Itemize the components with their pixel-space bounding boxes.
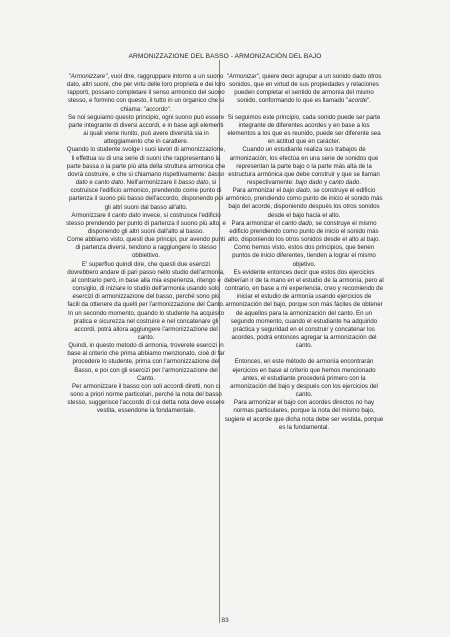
spanish-paragraph [224, 244, 384, 268]
italic-term: canto dato [94, 179, 124, 187]
text-run: Se noi seguiamo questo principio, ogni suono può essere parte integrante di diversi accordi, e in base agli elementi ai quali viene riunito, può avere diversità sia in atteggiamento che in carattere. [67, 113, 224, 146]
italian-paragraph [66, 114, 226, 147]
italian-paragraph [66, 261, 226, 343]
text-run: Come abbiamo visto, questi due principi, pur avendo punti di partenza diversi, tendono a raggiungere lo stesso obbiettivo. [66, 236, 226, 260]
text-run: . Nell'armonizzare il [123, 179, 179, 187]
italian-paragraph [66, 236, 226, 260]
text-run: ". [167, 105, 172, 113]
spanish-paragraph [224, 269, 384, 351]
italic-term: basso dato [178, 179, 209, 187]
text-run: , se construye el mismo edificio prendiendo como punto de inicio el sonido más alto, disponiendo los otros sonidos desde el alto al bajo. [227, 219, 381, 244]
spanish-paragraph [224, 114, 384, 147]
italic-term: accordo [145, 105, 168, 113]
text-run: Para armonizar el bajo con acordes directos no hay normas particulares, porque la nota del mismo bajo, sugiere el acorde que dicha nota debe ser vestida, porque es la fundamental. [224, 399, 384, 431]
text-run: . [359, 179, 362, 187]
spanish-paragraph [224, 146, 384, 187]
italic-term: canto dato [111, 211, 141, 219]
italic-term: canto dado [328, 179, 360, 187]
spanish-column [224, 73, 384, 432]
italic-term: basso dato [75, 170, 225, 187]
text-run: invece, si costruisce l'edificio stesso prendendo per punto di partenza il suono più alto, e disponendo gli altri suoni dall'alto al basso. [66, 211, 226, 235]
text-run: Quando lo studente svolge i suoi lavori di armonizzazione, li effettua su di una serie di suoni che rappresentano la parte bassa o la parte più alta della struttura armonica che dovrà costruire, e che si chiamano rispettivamente: [66, 146, 226, 178]
italian-paragraph [66, 73, 226, 114]
italian-paragraph [66, 212, 226, 236]
text-run: , vuol dire, raggruppare intorno a un suono dato, altri suoni, che per virtù delle loro proprietà e dei loro rapporti, possano completare il senso armonico del suono stesso, e formino con questo, il tutto in un organico che si chiama: " [66, 73, 226, 113]
text-run: E' superfluo quindi dire, che questi due esercizi dovrebbero andare di pari passo nello studio dell'armonia, al contrario però, in base alla mia esperienza, ritengo e consiglio, di iniziare lo studio dell'armonia usando solo esercizi di armonizzazione del basso, perché sono più facili da ottenere da quelli per l'armonizzazione del Canto. In un secondo momento, quando lo studente ha acquisito pratica e sicurezza nel costruire e nel concatenare gli accordi, potrà allora aggiungere l'armonizzazione del canto. [67, 260, 225, 341]
text-run: , quiere decir agrupar a un sonido dado otros sonidos, que en virtud de sus propiedades y relaciones pueden completar el sentido de armonía del mismo sonido, conformando lo que es llamado " [229, 73, 382, 105]
text-run: Para armonizar el [231, 219, 282, 227]
page-header: ARMONIZZAZIONE DEL BASSO - ARMONIZACIÓN DEL BAJO [128, 53, 322, 60]
spanish-paragraph [224, 358, 384, 399]
italic-term: "Armonizzare" [68, 73, 108, 80]
italic-term: canto dado [281, 219, 313, 227]
italian-paragraph [66, 383, 226, 416]
italic-term: bajo dado [295, 179, 323, 187]
spanish-paragraph [224, 187, 384, 220]
italic-term: acorde [348, 97, 367, 105]
italian-paragraph [66, 146, 226, 211]
text-run: Per armonizzare il basso con soli accordi diretti, non ci sono a priori norme particolari, perché la nota del basso stesso, suggerisce l'accordo di cui detta nota deve essere vestita, essendone la fondamentale. [67, 382, 225, 415]
text-run: Es evidente entonces decir que estos dos ejercicios deberían ir de la mano en el estudio de la armonía, pero al contrario, en base a mi experiencia, creo y recomiendo de iniciar el estudio de armonía usando ejercicios de armonización del bajo, porque son más fáciles de obtener de aquellos para la armonización del canto. En un segundo momento, cuando el estudiante ha adquirido práctica y seguridad en el construir y concatenar los acordes, podrá entonces agregar la armonización del canto. [224, 268, 384, 350]
spanish-paragraph [224, 220, 384, 244]
text-run: Como hemos visto, estos dos principios, que tienen puntos de inicio diferentes, tienden a lograr el mismo objetivo. [232, 244, 376, 268]
italian-paragraph [66, 342, 226, 383]
italic-term: "Armonizar" [226, 73, 259, 80]
text-run: Entonces, en este método de armonía encontrarán ejercicios en base al criterio que hemos mencionado antes, el estudiante procederá primero con la armonización del bajo y después con los ejercicios del canto. [230, 358, 378, 399]
text-run: Quindi, in questo metodo di armonia, troverete esercizi in base al criterio che prima abbiamo menzionato, cioè di far procedere lo studente, prima con l'armonizzazione del Basso, e poi con gli esercizi per l'armonizzazione del Canto. [67, 342, 225, 382]
italian-column [66, 73, 226, 416]
spanish-paragraph [224, 73, 384, 106]
text-run: e [87, 179, 95, 187]
text-run: , se construye el edificio armónico, prendiendo como punto de inicio el sonido más bajo del acorde, disponiendo después los otros sonidos desde el bajo hacia el alto. [225, 187, 383, 219]
italic-term: bajo dado [282, 187, 310, 195]
text-run: , si costruisce l'edificio armonico, prendendo come punto di partenza il suono più basso dell'accordo, disponendo poi gli altri suoni dal basso all'alto. [68, 179, 224, 211]
text-run: y [322, 179, 329, 187]
text-run: Si seguimos este principio, cada sonido puede ser parte integrante de diferentes acordes y en base a los elementos a los que es reunido, puede ser diferente sea en actitud que en carácter. [227, 113, 381, 146]
text-run: Para armonizar el [232, 187, 283, 195]
text-run: ". [366, 97, 371, 105]
page-number: 83 [221, 617, 229, 624]
spanish-paragraph [224, 399, 384, 432]
text-run: Armonizzare il [71, 211, 112, 219]
text-run: Cuando un estudiante realiza sus trabajos de armonización, los efectúa en una serie de sonidos que representan la parte bajo o la parte más alta de la estructura armónica que debe construir y que se llaman respectivamente: [228, 146, 380, 187]
